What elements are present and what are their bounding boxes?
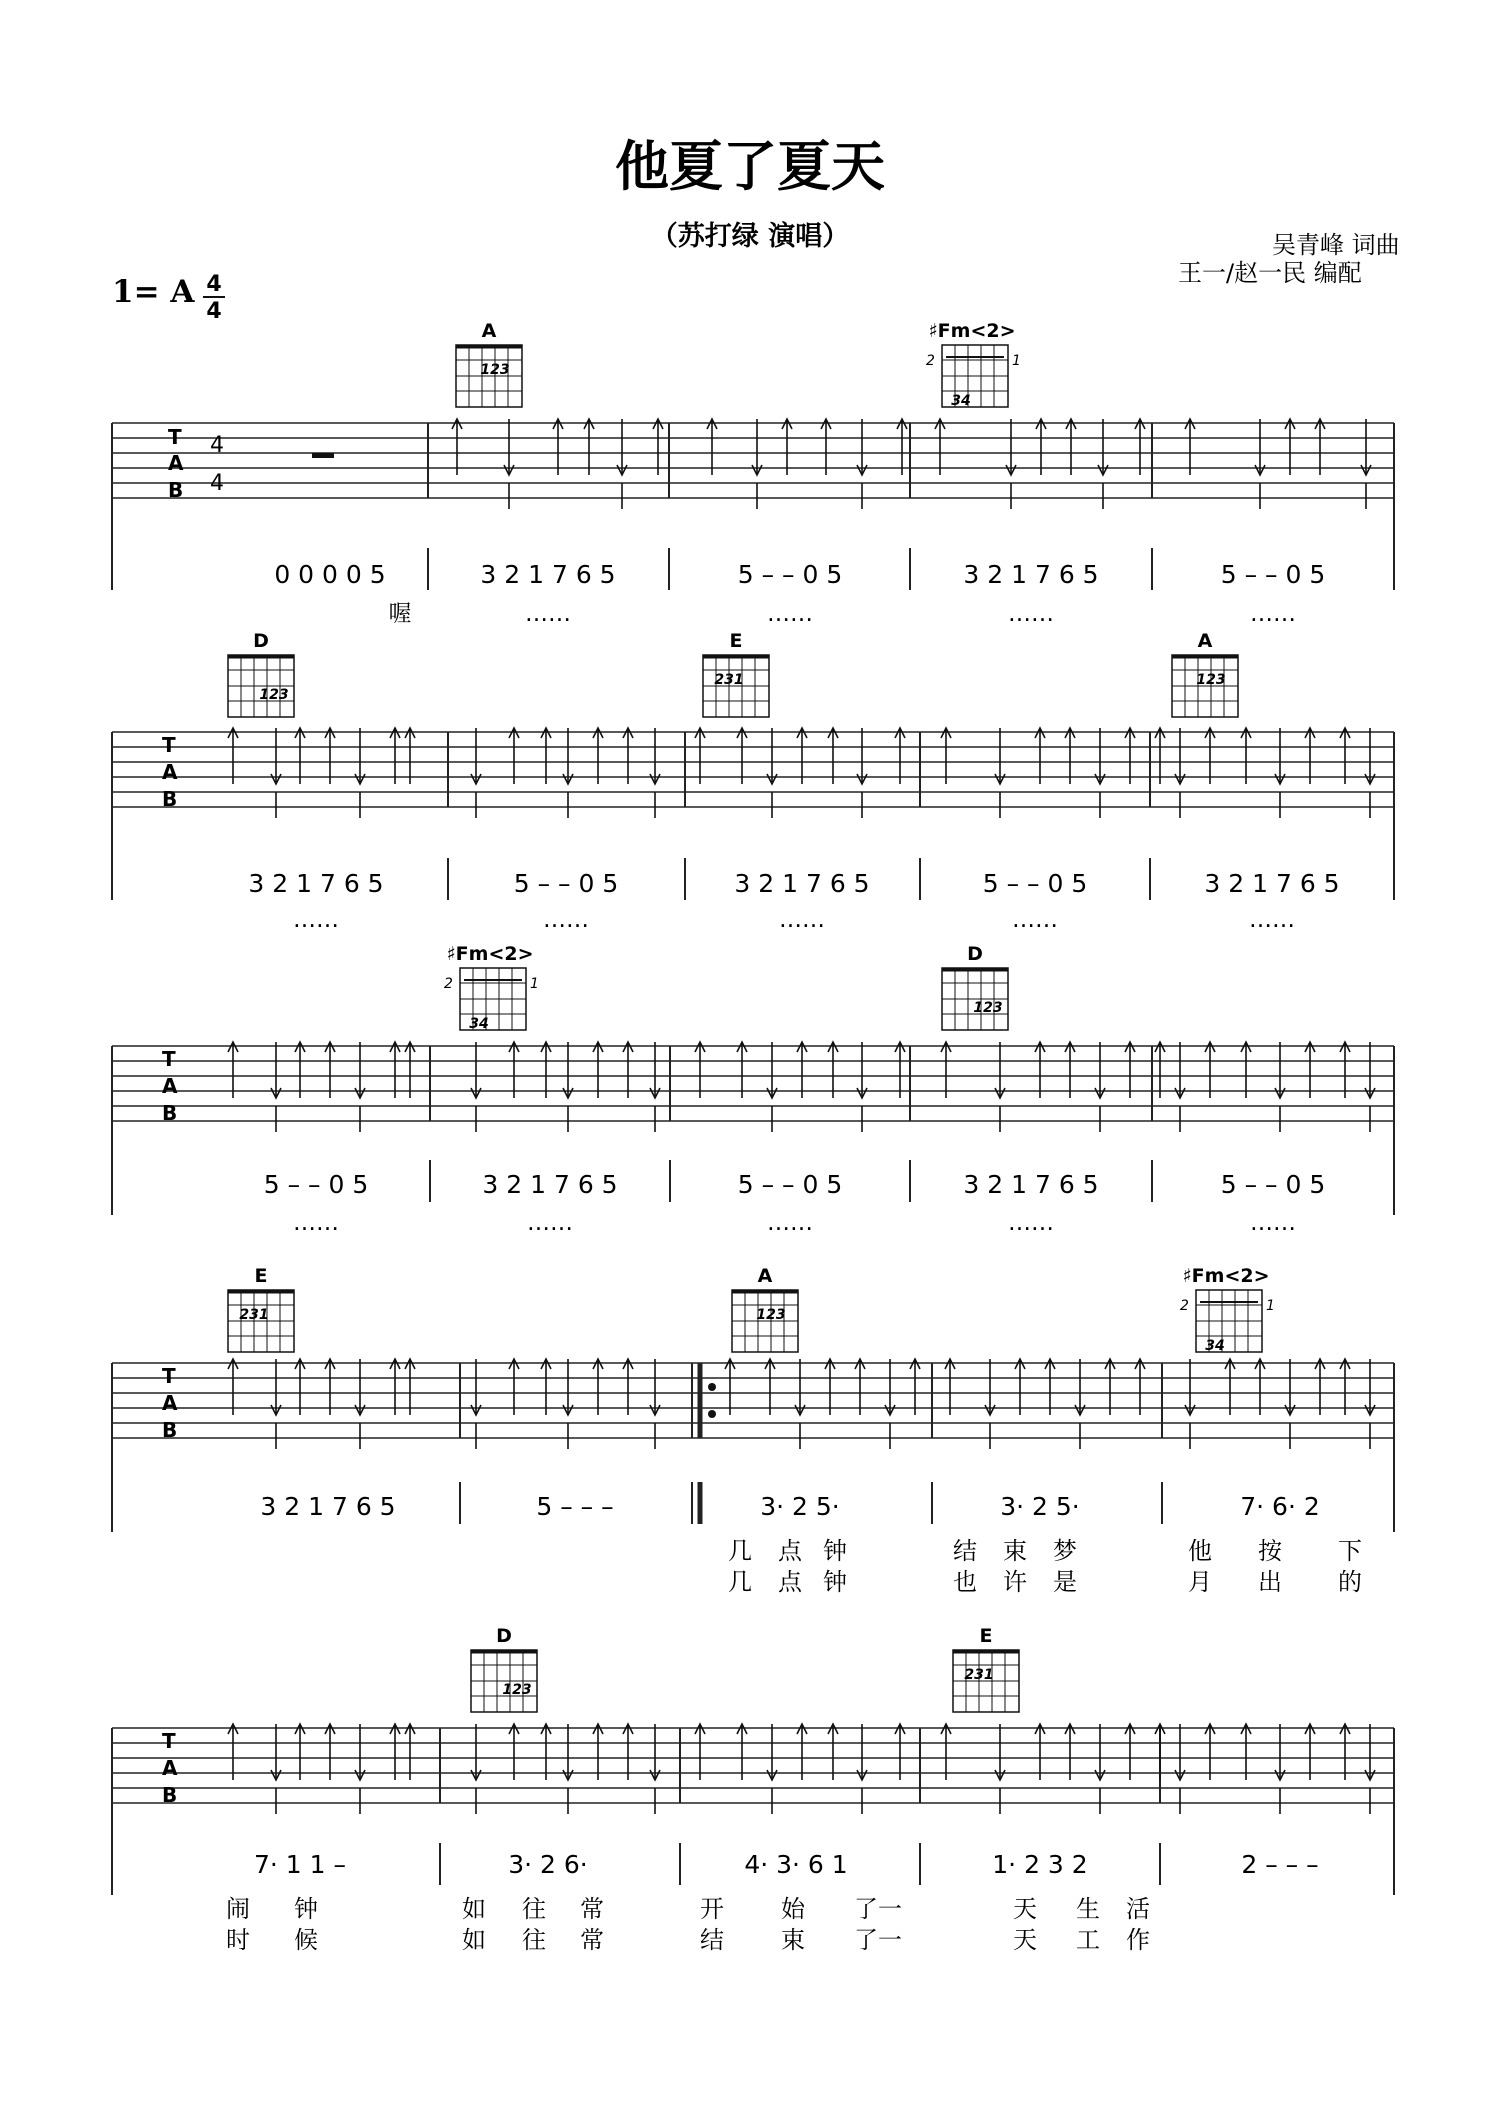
chord-fingers: 231 (239, 1307, 269, 1323)
tab-time-top: 4 (210, 433, 224, 458)
lyric: 如 (462, 1895, 486, 1923)
lyric: 月 (1188, 1568, 1212, 1596)
lyric: 下 (1338, 1537, 1362, 1565)
measure-notation: 5 – – 0 5 (1220, 560, 1326, 589)
lyric: 也 (953, 1568, 977, 1596)
measure-notation: 3· 2 5· (760, 1492, 840, 1521)
tab-letter-a: A (162, 760, 178, 784)
lyric: 许 (1003, 1568, 1027, 1596)
lyric: 的 (1338, 1568, 1362, 1596)
lyric: 往 (522, 1926, 546, 1954)
lyric: 点 (778, 1568, 802, 1596)
measure-notation: 3 2 1 7 6 5 (1204, 869, 1340, 898)
chord-fingers: 34 (469, 1016, 489, 1032)
key-signature: 1= A (112, 274, 195, 310)
tab-letter-b: B (162, 787, 178, 811)
chord-name: ♯Fm<2> (1182, 1265, 1270, 1287)
lyric: 点 (778, 1537, 802, 1565)
measure-notation: 3 2 1 7 6 5 (260, 1492, 396, 1521)
lyric: …… (1250, 1210, 1296, 1236)
lyric: …… (1008, 601, 1054, 627)
lyric: 钟 (823, 1568, 847, 1596)
lyric: 闹 (226, 1895, 250, 1923)
tab-letter-b: B (162, 1101, 178, 1125)
fret-right: 1 (1266, 1298, 1275, 1314)
tab-letter-b: B (162, 1418, 178, 1442)
lyric: 作 (1126, 1926, 1150, 1954)
measure-notation: 3 2 1 7 6 5 (248, 869, 384, 898)
chord-fingers: 231 (964, 1667, 994, 1683)
measure-notation: 5 – – 0 5 (1220, 1170, 1326, 1199)
credit-arrange: 王一/赵一民 编配 (1178, 259, 1362, 287)
tab-letter-b: B (162, 1783, 178, 1807)
lyric: …… (1008, 1210, 1054, 1236)
tab-letter-b: B (168, 478, 184, 502)
chord-fingers: 123 (756, 1307, 786, 1323)
measure-notation: 3 2 1 7 6 5 (963, 1170, 1099, 1199)
lyric: …… (767, 601, 813, 627)
measure-notation: 4· 3· 6 1 (744, 1850, 848, 1879)
measure-notation: 3 2 1 7 6 5 (482, 1170, 618, 1199)
measure-notation: 5 – – – (536, 1492, 614, 1521)
song-title: 他夏了夏天 (615, 134, 885, 198)
lyric: 梦 (1053, 1537, 1077, 1565)
tab-letter-a: A (162, 1756, 178, 1780)
lyric: 工 (1076, 1926, 1100, 1954)
chord-fingers: 123 (480, 362, 510, 378)
measure-notation: 3 2 1 7 6 5 (734, 869, 870, 898)
lyric: 候 (294, 1926, 318, 1954)
tab-letter-a: A (162, 1074, 178, 1098)
measure-notation: 5 – – 0 5 (263, 1170, 369, 1199)
chord-fingers: 123 (259, 687, 289, 703)
chord-fingers: 231 (714, 672, 744, 688)
lyric: …… (543, 907, 589, 933)
measure-notation: 3· 2 5· (1000, 1492, 1080, 1521)
lyric: 天 (1013, 1895, 1037, 1923)
measure-notation: 7· 1 1 – (253, 1850, 347, 1879)
lyric: …… (293, 1210, 339, 1236)
chord-fingers: 123 (973, 1000, 1003, 1016)
measure-notation: 7· 6· 2 (1240, 1492, 1320, 1521)
chord-name: A (757, 1265, 773, 1287)
tab-letter-a: A (168, 451, 184, 475)
lyric: …… (293, 907, 339, 933)
lyric: 是 (1053, 1568, 1077, 1596)
lyric: 喔 (388, 601, 412, 627)
measure-notation: 0 0 0 0 5 (274, 560, 386, 589)
lyric: 往 (522, 1895, 546, 1923)
measure-notation: 5 – – 0 5 (737, 560, 843, 589)
fret-left: 2 (926, 353, 935, 369)
lyric: …… (779, 907, 825, 933)
tab-time-bottom: 4 (210, 471, 224, 496)
measure-notation: 3 2 1 7 6 5 (480, 560, 616, 589)
chord-name: E (254, 1265, 268, 1287)
tab-letter-t: T (162, 733, 176, 757)
lyric: 按 (1258, 1537, 1282, 1565)
performer-subtitle: （苏打绿 演唱） (650, 221, 850, 252)
chord-name: D (496, 1625, 512, 1647)
chord-fingers: 123 (1196, 672, 1226, 688)
measure-notation: 5 – – 0 5 (513, 869, 619, 898)
lyric: 钟 (823, 1537, 847, 1565)
measure-notation: 5 – – 0 5 (982, 869, 1088, 898)
measure-notation: 2 – – – (1241, 1850, 1319, 1879)
lyric: 束 (1003, 1537, 1027, 1565)
lyric: 开 (700, 1895, 724, 1923)
lyric: 钟 (294, 1895, 318, 1923)
lyric: 了一 (854, 1895, 902, 1923)
fret-left: 2 (1180, 1298, 1189, 1314)
measure-notation: 1· 2 3 2 (992, 1850, 1088, 1879)
chord-name: ♯Fm<2> (446, 943, 534, 965)
credit-lyrics: 吴青峰 词曲 (1272, 231, 1400, 259)
lyric: 常 (580, 1895, 604, 1923)
lyric: 几 (728, 1537, 752, 1565)
lyric: 结 (953, 1537, 977, 1565)
fret-right: 1 (530, 976, 539, 992)
chord-fingers: 34 (951, 393, 971, 409)
chord-fingers: 123 (502, 1682, 532, 1698)
measure-notation: 3· 2 6· (508, 1850, 588, 1879)
measure-notation: 5 – – 0 5 (737, 1170, 843, 1199)
chord-fingers: 34 (1205, 1338, 1225, 1354)
lyric: 天 (1013, 1926, 1037, 1954)
lyric: 了一 (854, 1926, 902, 1954)
lyric: 时 (226, 1926, 250, 1954)
tab-letter-a: A (162, 1391, 178, 1415)
time-signature-bottom: 4 (206, 299, 222, 324)
lyric: 活 (1126, 1895, 1150, 1923)
lyric: 常 (580, 1926, 604, 1954)
lyric: …… (1012, 907, 1058, 933)
lyric: …… (767, 1210, 813, 1236)
chord-name: A (1197, 630, 1213, 652)
tab-letter-t: T (162, 1047, 176, 1071)
chord-name: D (967, 943, 983, 965)
chord-name: E (979, 1625, 993, 1647)
tab-letter-t: T (162, 1729, 176, 1753)
time-signature-top: 4 (206, 272, 222, 297)
lyric: 如 (462, 1926, 486, 1954)
measure-notation: 3 2 1 7 6 5 (963, 560, 1099, 589)
chord-name: D (253, 630, 269, 652)
tab-letter-t: T (162, 1364, 176, 1388)
whole-rest (312, 453, 334, 458)
lyric: 出 (1258, 1568, 1282, 1596)
chord-name: ♯Fm<2> (928, 320, 1016, 342)
chord-name: E (729, 630, 743, 652)
lyric: 他 (1188, 1537, 1212, 1565)
lyric: …… (527, 1210, 573, 1236)
fret-left: 2 (444, 976, 453, 992)
lyric: …… (1250, 601, 1296, 627)
tab-letter-t: T (168, 425, 182, 449)
lyric: 结 (700, 1926, 724, 1954)
chord-name: A (481, 320, 497, 342)
lyric: …… (1249, 907, 1295, 933)
fret-right: 1 (1012, 353, 1021, 369)
lyric: …… (525, 601, 571, 627)
lyric: 几 (728, 1568, 752, 1596)
lyric: 生 (1076, 1895, 1100, 1923)
lyric: 始 (781, 1895, 805, 1923)
lyric: 束 (781, 1926, 805, 1954)
